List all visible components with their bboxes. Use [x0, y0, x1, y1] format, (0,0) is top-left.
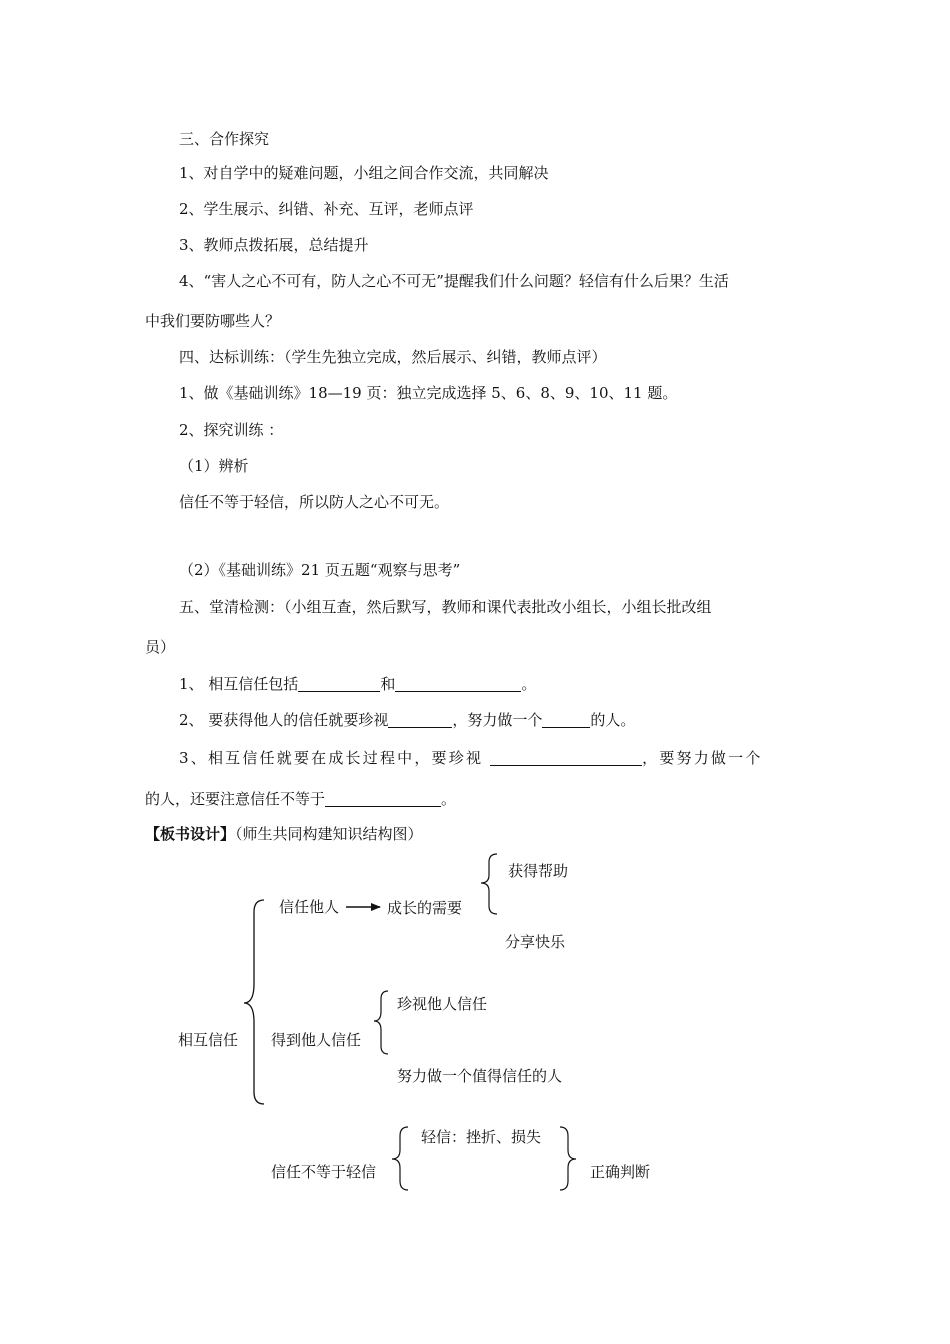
section4-sub-2: （2）《基础训练》21 页五题“观察与思考” [179, 561, 461, 579]
b3-brace-open [392, 1127, 408, 1190]
section3-title: 三、合作探究 [179, 130, 270, 148]
board-heading: 【板书设计】 [145, 825, 236, 843]
b3-brace-close [560, 1127, 576, 1190]
b2-leaf-2: 努力做一个值得信任的人 [397, 1067, 563, 1085]
b1-leaf-1: 获得帮助 [508, 862, 569, 880]
root-brace [244, 900, 264, 1104]
q2-text-a: 2、 要获得他人的信任就要珍视 [179, 711, 389, 729]
section3-question-4-line2: 中我们要防哪些人？ [145, 312, 281, 330]
root-label: 相互信任 [178, 1031, 239, 1049]
q3-text-c: 的人，还要注意信任不等于 [145, 790, 326, 808]
section3-item-2: 2、学生展示、纠错、补充、互评，老师点评 [179, 200, 474, 218]
b3-label: 信任不等于轻信 [271, 1163, 377, 1181]
section3-item-1: 1、对自学中的疑难问题，小组之间合作交流，共同解决 [179, 164, 549, 182]
section4-item-1: 1、做《基础训练》18—19 页：独立完成选择 5、6、8、9、10、11 题。 [179, 384, 678, 402]
q3-text-a: 3、相互信任就要在成长过程中，要珍视 [179, 749, 484, 767]
section5-title-line2: 员） [145, 638, 176, 656]
b2-label: 得到他人信任 [271, 1031, 362, 1049]
q1-text-a: 1、 相互信任包括 [179, 675, 299, 693]
section3-item-3: 3、教师点拨拓展，总结提升 [179, 236, 369, 254]
b3-leaf-1: 轻信：挫折、损失 [421, 1128, 542, 1146]
b1-arrow-target: 成长的需要 [387, 899, 463, 917]
section5-title-line1: 五、堂清检测：（小组互查，然后默写，教师和课代表批改小组长，小组长批改组 [179, 598, 712, 616]
q1-text-b: 和 [380, 675, 396, 693]
q3-text-b: ，要努力做一个 [642, 749, 763, 767]
q1-text-c: 。 [521, 675, 537, 693]
q3-text-d: 。 [441, 790, 457, 808]
q2-text-c: 的人。 [590, 711, 636, 729]
b2-brace [374, 991, 388, 1054]
section3-question-4-line1: 4、“害人之心不可有，防人之心不可无”提醒我们什么问题？轻信有什么后果？生活 [179, 272, 729, 290]
section4-sub-1: （1）辨析 [179, 457, 249, 475]
b1-label: 信任他人 [279, 898, 340, 916]
section4-item-2: 2、探究训练 ： [179, 421, 284, 439]
q2-text-b: ，努力做一个 [452, 711, 543, 729]
b1-brace [481, 854, 497, 914]
b1-leaf-2: 分享快乐 [505, 933, 566, 951]
section4-title: 四、达标训练：（学生先独立完成，然后展示、纠错，教师点评） [179, 348, 607, 366]
section4-sub-1-text: 信任不等于轻信，所以防人之心不可无。 [179, 493, 450, 511]
board-subheading: （师生共同构建知识结构图） [235, 825, 423, 843]
b2-leaf-1: 珍视他人信任 [397, 995, 488, 1013]
b3-result: 正确判断 [590, 1163, 651, 1181]
